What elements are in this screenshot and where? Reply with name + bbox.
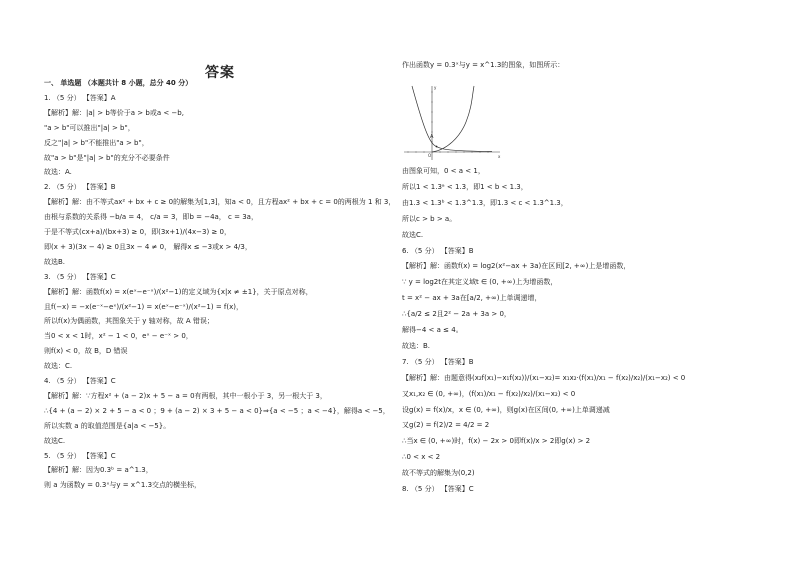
left-line: 【解析】解：函数f(x) = x(eˣ−e⁻ˣ)/(x²−1)的定义域为{x|x ≠ ±1}，关于原点对称， bbox=[44, 287, 313, 296]
right-line: 作出函数y = 0.3ˣ与y = x^1.3的图象，如图所示： bbox=[402, 61, 565, 69]
curve-exponential bbox=[412, 86, 492, 152]
left-line: 于是不等式(cx+a)/(bx+3) ≥ 0，即(3x+1)/(4x−3) ≥ 0， bbox=[44, 228, 231, 236]
left-line: 5. （5 分） 【答案】C bbox=[44, 451, 116, 460]
function-graph bbox=[402, 82, 502, 162]
left-line: 则 a 为函数y = 0.3ˣ与y = x^1.3交点的横坐标， bbox=[44, 481, 202, 490]
right-line: 又x₁,x₂ ∈ (0, +∞)，(f(x₁)/x₁ − f(x₂)/x₂)/(x₁−x₂) < 0 bbox=[402, 389, 576, 398]
right-line: 6. （5 分） 【答案】B bbox=[402, 246, 474, 255]
right-line: 故选：B. bbox=[402, 341, 431, 350]
right-line: ∴{a/2 ≤ 2且2² − 2a + 3a > 0， bbox=[402, 310, 511, 319]
left-line: 反之"|a| > b"不能推出"a > b"， bbox=[44, 138, 149, 147]
right-line: 设g(x) = f(x)/x，x ∈ (0, +∞)，则g(x)在区间(0, +∞)上单调递减 bbox=[402, 405, 610, 414]
left-line: 【解析】解：∵方程x² + (a − 2)x + 5 − a = 0有两根，其中一根小于 3，另一根大于 3， bbox=[44, 391, 327, 400]
intersection-point bbox=[436, 146, 438, 148]
left-line: 即(x + 3)(3x − 4) ≥ 0且3x − 4 ≠ 0， 解得x ≤ −3或x > 4/3， bbox=[44, 242, 252, 251]
left-line: 【解析】解：因为0.3ᵇ = a^1.3， bbox=[44, 466, 153, 475]
right-line: 所以c > b > a。 bbox=[402, 214, 457, 223]
left-line: 【解析】解：由不等式ax² + bx + c ≥ 0的解集为[1,3]，知a < 0，且方程ax² + bx + c = 0的两根为 1 和 3， bbox=[44, 198, 396, 207]
right-line: 由1.3 < 1.3ᵇ < 1.3^1.3，即1.3 < c < 1.3^1.3， bbox=[402, 198, 568, 207]
left-line: 2. （5 分） 【答案】B bbox=[44, 183, 116, 192]
right-line: 【解析】解：由题意得(x₂f(x₁)−x₁f(x₂))/(x₁−x₂)= x₁x₂·(f(x₁)/x₁ − f(x₂)/x₂)/(x₁−x₂) < 0 bbox=[402, 373, 686, 382]
right-line: ∵ y = log2t在其定义域t ∈ (0, +∞)上为增函数， bbox=[402, 278, 558, 287]
right-line: 所以1 < 1.3ᵃ < 1.3，即1 < b < 1.3， bbox=[402, 182, 528, 191]
left-line: 1. （5 分） 【答案】A bbox=[44, 93, 116, 102]
left-line: 3. （5 分） 【答案】C bbox=[44, 272, 116, 281]
left-line: 由根与系数的关系得 −b/a = 4， c/a = 3，即b = −4a， c = 3a， bbox=[44, 213, 258, 222]
right-line: 7. （5 分） 【答案】B bbox=[402, 357, 474, 366]
right-line: 8. （5 分） 【答案】C bbox=[402, 485, 474, 493]
left-line: 故"a > b"是"|a| > b"的充分不必要条件 bbox=[44, 153, 170, 162]
left-line: 故选B. bbox=[44, 257, 66, 266]
right-line: 由图象可知，0 < a < 1， bbox=[402, 167, 485, 175]
right-line: 【解析】解：函数f(x) = log2(x²−ax + 3a)在区间[2, +∞)上是增函数， bbox=[402, 262, 631, 271]
left-line: 4. （5 分） 【答案】C bbox=[44, 377, 116, 385]
origin-label: O bbox=[428, 153, 432, 158]
left-line: 且f(−x) = −x(e⁻ˣ−eˣ)/(x²−1) = x(eˣ−e⁻ˣ)/(x²−1) = f(x)， bbox=[44, 302, 243, 311]
left-line: ∴{4 + (a − 2) × 2 + 5 − a < 0 ；9 + (a − 2) × 3 + 5 − a < 0}⇒{a < −5 ；a < −4}，解得a < −5， bbox=[44, 406, 390, 415]
x-axis-label: x bbox=[498, 154, 501, 159]
right-line: ∴当x ∈ (0, +∞)时，f(x) − 2x > 0即f(x)/x > 2即g(x) > 2 bbox=[402, 437, 591, 446]
left-line: 所以f(x)为偶函数，其图象关于 y 轴对称，故 A 错误； bbox=[44, 317, 214, 326]
point-label: A bbox=[430, 134, 434, 140]
left-line: 当0 < x < 1时，x² − 1 < 0，eˣ − e⁻ˣ > 0， bbox=[44, 332, 193, 341]
left-line: 则f(x) < 0，故 B，D 错误 bbox=[44, 347, 128, 356]
left-line: 故选：C. bbox=[44, 362, 73, 371]
left-line: 故选C. bbox=[44, 436, 66, 445]
left-line: 所以实数 a 的取值范围是{a|a < −5}。 bbox=[44, 421, 171, 430]
right-line: 又g(2) = f(2)/2 = 4/2 = 2 bbox=[402, 421, 490, 430]
left-line: 故选：A. bbox=[44, 168, 72, 177]
left-line: 一、 单选题 （本题共计 8 小题，总分 40 分） bbox=[44, 79, 193, 87]
curve-power bbox=[432, 86, 474, 152]
right-line: 解得−4 < a ≤ 4。 bbox=[402, 326, 463, 334]
left-line: "a > b"可以推出"|a| > b"， bbox=[44, 123, 135, 132]
right-line: ∴0 < x < 2 bbox=[402, 453, 441, 462]
page-title: 答案 bbox=[205, 65, 235, 81]
right-line: 故选C. bbox=[402, 230, 424, 239]
right-line: t = x² − ax + 3a在[a/2, +∞)上单调递增， bbox=[402, 294, 542, 303]
y-axis-label: y bbox=[434, 85, 437, 90]
right-line: 故不等式的解集为(0,2) bbox=[402, 469, 475, 478]
left-line: 【解析】解：|a| > b等价于a > b或a < −b, bbox=[44, 108, 184, 117]
